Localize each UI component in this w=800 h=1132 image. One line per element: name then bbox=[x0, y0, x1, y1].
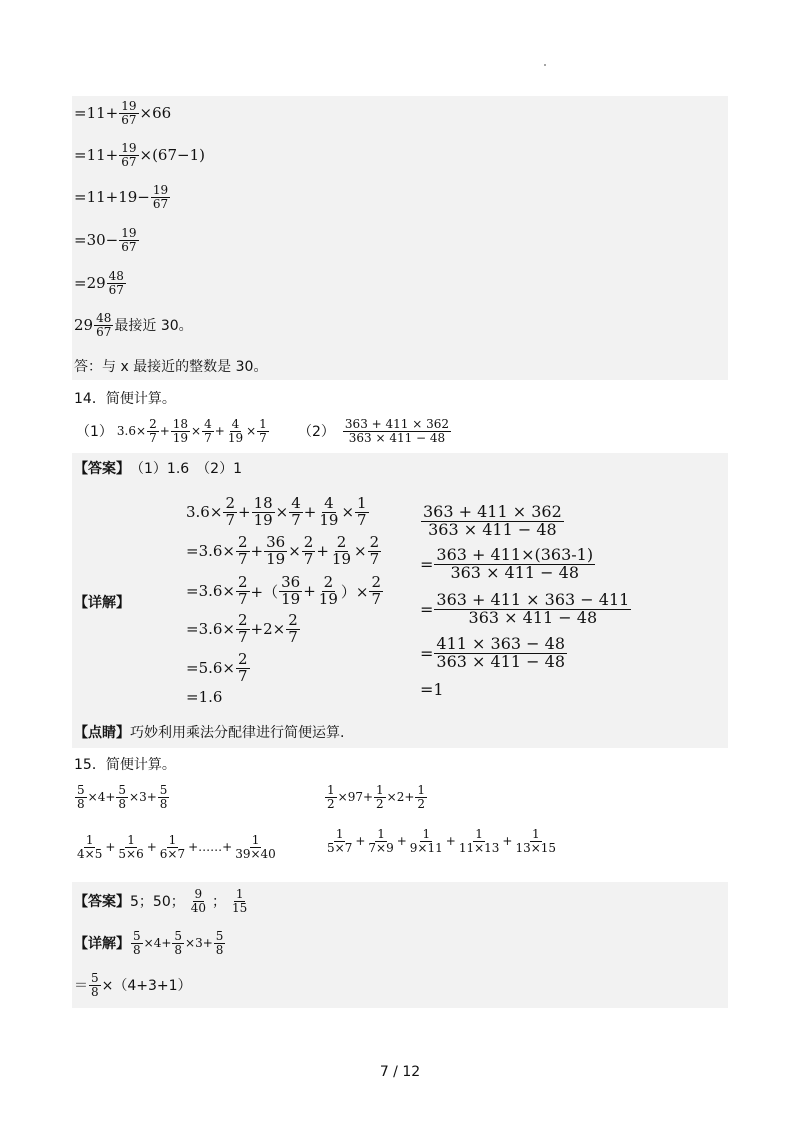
q14-part1: （1） 3.6× $\frac{2}{7}$ + $\frac{18}{19}$ × $\frac{4}{7}$ + $\frac{4}{19}$ × $\frac{1}{7}$ bbox=[76, 417, 267, 445]
q15-expr-2: $\frac{1}{2}$ ×97+ $\frac{1}{2}$ ×2+ $\frac{1}{2}$ bbox=[327, 783, 426, 811]
q15-expr-4: 1 5×7 + $\frac{1}{7\times 9}$ + $\frac{1}{9\times 11}$ + $\frac{1}{11\times 13}$ + $\frac{1}{13\times 15}$ bbox=[327, 827, 557, 855]
p1-result: =1.6 bbox=[186, 688, 223, 706]
q15-answer: 【答案】 5；50； 9 40 ； 1 15 bbox=[74, 887, 248, 915]
p1-step-2: =3.6× $\frac{2}{7}$ + $\frac{36}{19}$ × $\frac{2}{7}$ + $\frac{2}{19}$ × $\frac{2}{7}$ bbox=[186, 533, 380, 568]
q14-part2: （2） 363 + 411 × 362 363 × 411 − 48 bbox=[298, 417, 450, 445]
p1-step-3: =3.6× $\frac{2}{7}$ +（ 36 19 + $\frac{2}{19}$ ）× $\frac{2}{7}$ bbox=[186, 573, 382, 608]
speck-mark bbox=[544, 64, 546, 66]
p1-step-5: =5.6× $\frac{2}{7}$ bbox=[186, 650, 248, 685]
q15-expr-3: 1 4×5 + $\frac{1}{5\times 6}$ + $\frac{1}{6\times 7}$ +……+ $\frac{1}{39\times 40}$ bbox=[77, 833, 276, 861]
p2-result: =1 bbox=[420, 680, 444, 699]
p2-step-1: 363 + 411 × 362 363 × 411 − 48 bbox=[423, 502, 562, 539]
answer-line: 答：与 x 最接近的整数是 30。 bbox=[74, 359, 268, 375]
step-line-2: =11+ $\frac{19}{67}$ ×(67−1) bbox=[74, 141, 205, 169]
p1-step-1: 3.6× $\frac{2}{7}$ + $\frac{18}{19}$ × $\frac{4}{7}$ + $\frac{4}{19}$ × $\frac{1}{7}$ bbox=[186, 494, 367, 529]
p2-step-2: = $\frac{363 + 411\times(363-1)}{363 \times 411 - 48}$ bbox=[420, 545, 594, 582]
page-number: 7 / 12 bbox=[379, 1064, 421, 1080]
step-line-3: =11+19− $\frac{19}{67}$ bbox=[74, 183, 169, 211]
q14-tip: 【点睛】 巧妙利用乘法分配律进行简便运算. bbox=[74, 725, 345, 741]
p1-step-4: =3.6× $\frac{2}{7}$ +2× $\frac{2}{7}$ bbox=[186, 611, 298, 646]
p2-step-3: = $\frac{363 + 411 \times 363 - 411}{363 \times 411 - 48}$ bbox=[420, 590, 630, 627]
step-line-1: =11+ $\frac{19}{67}$ ×66 bbox=[74, 99, 172, 127]
step-line-5: =29 48 67 bbox=[74, 269, 124, 297]
q15-expr-1: $\frac{5}{8}$ ×4+ $\frac{5}{8}$ ×3+ $\frac{5}{8}$ bbox=[77, 783, 168, 811]
step-line-4: =30− $\frac{19}{67}$ bbox=[74, 226, 137, 254]
p2-step-4: = $\frac{411 \times 363 - 48}{363 \times 411 - 48}$ bbox=[420, 634, 565, 671]
q14-title: 14．简便计算。 bbox=[74, 391, 176, 407]
q15-detail-line-2: ＝ $\frac{5}{8}$ ×（4+3+1） bbox=[74, 971, 192, 999]
q14-answer: 【答案】 （1）1.6 （2）1 bbox=[74, 461, 242, 477]
q15-title: 15．简便计算。 bbox=[74, 757, 176, 773]
q14-detail-tag: 【详解】 bbox=[74, 595, 130, 611]
closest-line: 29 48 67 最接近 30。 bbox=[74, 311, 193, 339]
q15-detail: 【详解】 $\frac{5}{8}$ ×4+ $\frac{5}{8}$ ×3+ $\frac{5}{8}$ bbox=[74, 929, 224, 957]
